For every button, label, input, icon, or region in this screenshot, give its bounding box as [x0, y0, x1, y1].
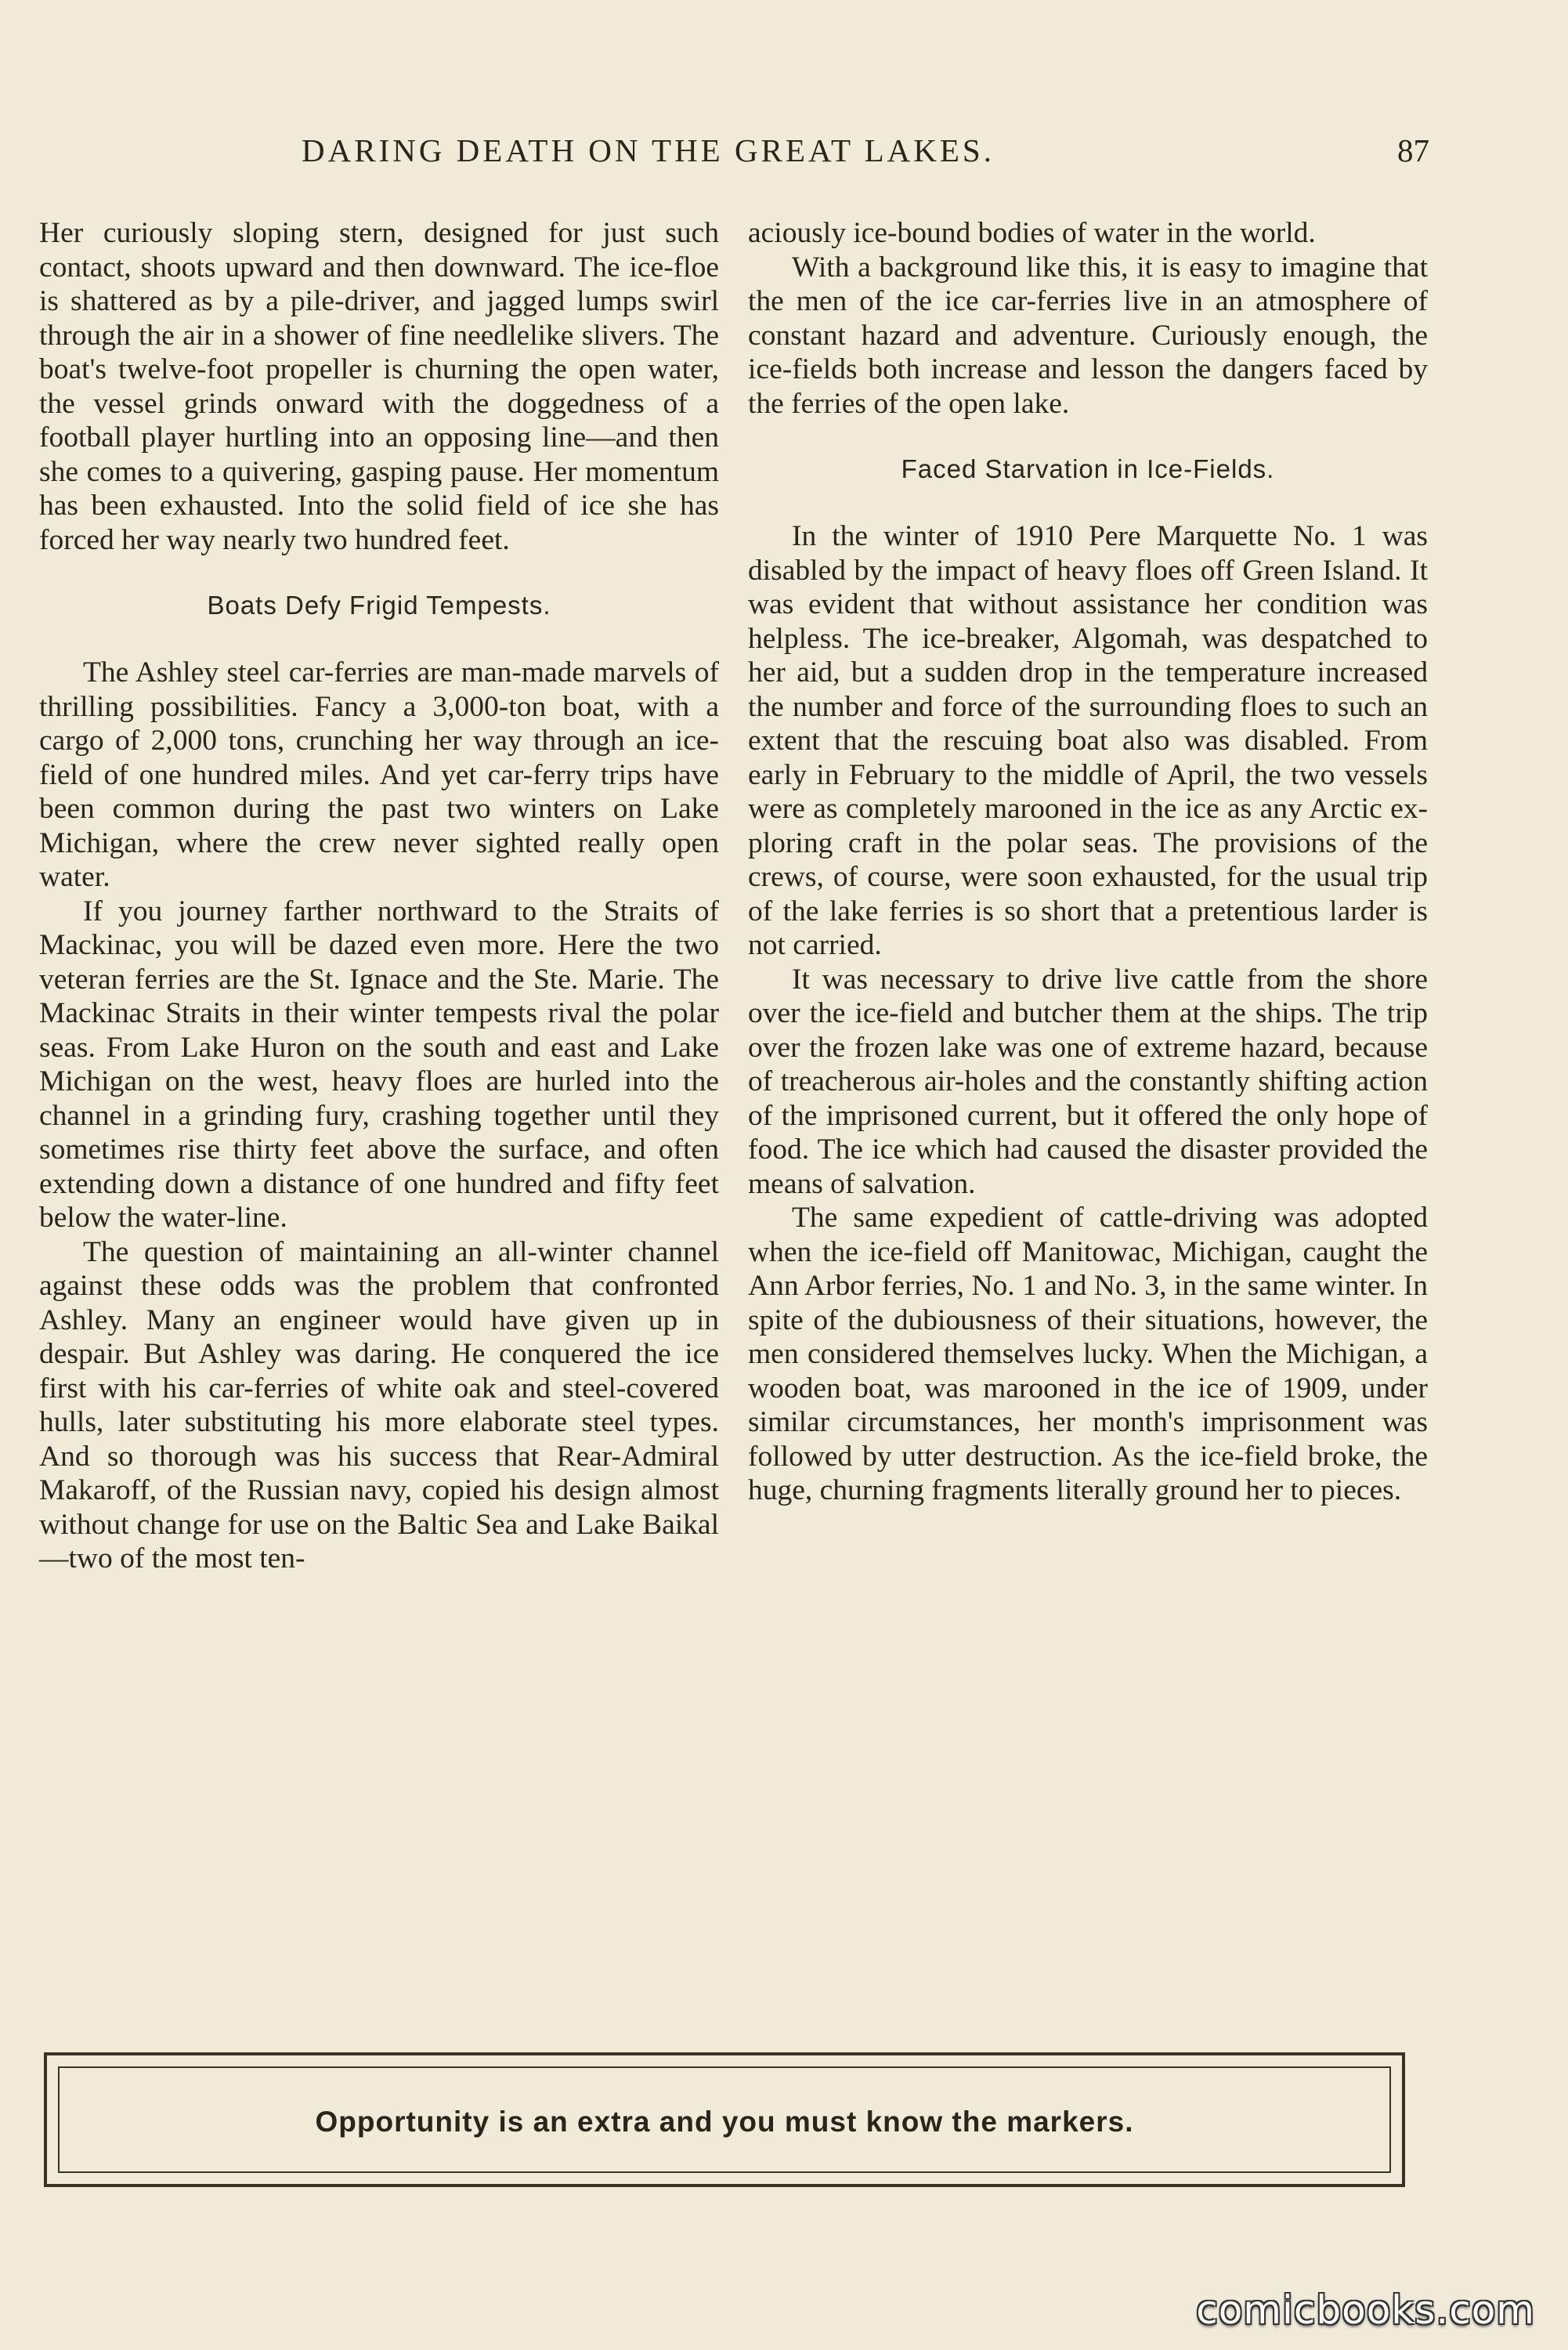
- watermark: comicbooks.com: [1196, 2287, 1535, 2333]
- page-number: 87: [1397, 132, 1429, 168]
- paragraph: The Ashley steel car-ferries are man-made marvels of thrilling possibilities. Fancy a 3,000-ton boat, with a cargo of 2,000 tons, crunching her way through an ice-field of one hundred miles. And yet car-ferry trips have been common during the past two winters on Lake Michigan, where the crew never sighted really open water.: [39, 656, 719, 893]
- paragraph: Her curiously sloping stern, designed for just such contact, shoots upward and then downward. The ice-floe is shattered as by a pile-driver, and jagged lumps swirl through the air in a shower of fine needlelike slivers. The boat's twelve-foot propeller is churning the open water, the vessel grinds onward with the doggedness of a football player hurtling into an opposing line—and then she comes to a quivering, gasping pause. Her momentum has been exhausted. Into the solid field of ice she has forced her way nearly two hundred feet.: [39, 217, 719, 556]
- paragraph: The same expedient of cattle-driving was adopted when the ice-field off Manitowac, Michigan, caught the Ann Arbor ferries, No. 1 and No. 3, in the same winter. In spite of the dubiousness of their situations, however, the men considered themselves lucky. When the Michigan, a wooden boat, was marooned in the ice of 1909, under similar circumstances, her month's imprisonment was followed by utter destruction. As the ice-field broke, the huge, churning fragments literally ground her to pieces.: [748, 1202, 1428, 1506]
- notice-inner-border: [58, 2066, 1391, 2173]
- paragraph: The question of maintaining an all-winter channel against these odds was the problem that confronted Ashley. Many an engineer would have given up in despair. But Ashley was daring. He conquered the ice first with his car-ferries of white oak and steel-covered hulls, later substituting his more elaborate steel types. And so thorough was his success that Rear-Admiral Makaroff, of the Russian navy, copied his design almost without change for use on the Baltic Sea and Lake Baikal—two of the most ten-: [39, 1235, 719, 1574]
- page-header: [302, 132, 1429, 179]
- running-head: DARING DEATH ON THE GREAT LAKES.: [302, 132, 995, 168]
- paragraph: In the winter of 1910 Pere Marquette No. 1 was disabled by the impact of heavy floes off Green Island. It was evident that without assistance her condition was helpless. The ice-breaker, Algomah, was despatched to her aid, but a sudden drop in the temperature increased the number and force of the surrounding floes to such an extent that the rescuing boat also was disabled. From early in February to the middle of April, the two vessels were as completely marooned in the ice as any Arctic exploring craft in the polar seas. The provisions of the crews, of course, were soon exhausted, for the usual trip of the lake ferries is so short that a pretentious larder is not carried.: [748, 520, 1428, 961]
- right-column: [748, 216, 1428, 1508]
- paragraph: It was necessary to drive live cattle from the shore over the ice-field and butcher them at the ships. The trip over the frozen lake was one of extreme hazard, because of treacherous air-holes and the constantly shifting action of the imprisoned current, but it offered the only hope of food. The ice which had caused the disaster provided the means of salvation.: [748, 963, 1428, 1200]
- section-subhead: Boats Defy Frigid Tempests.: [207, 591, 551, 620]
- left-column: [39, 216, 719, 1576]
- paragraph: With a background like this, it is easy to imagine that the men of the ice car-ferries live in an atmosphere of constant hazard and adventure. Curiously enough, the ice-fields both increase and lesson the dangers faced by the ferries of the open lake.: [748, 251, 1428, 420]
- paragraph: aciously ice-bound bodies of water in the world.: [748, 217, 1316, 249]
- paragraph: If you journey farther northward to the Straits of Mackinac, you will be dazed even more. Here the two veteran ferries are the St. Ignace and the Ste. Marie. The Mackinac Straits in their winter tempests rival the polar seas. From Lake Huron on the south and east and Lake Michigan on the west, heavy floes are hurled into the channel in a grinding fury, crashing together until they sometimes rise thirty feet above the surface, and often extending down a distance of one hundred and fifty feet below the water-line.: [39, 895, 719, 1234]
- section-subhead: Faced Starvation in Ice-Fields.: [901, 454, 1275, 483]
- notice-text: Opportunity is an extra and you must know the markers.: [315, 2106, 1134, 2138]
- notice-box: [44, 2052, 1405, 2187]
